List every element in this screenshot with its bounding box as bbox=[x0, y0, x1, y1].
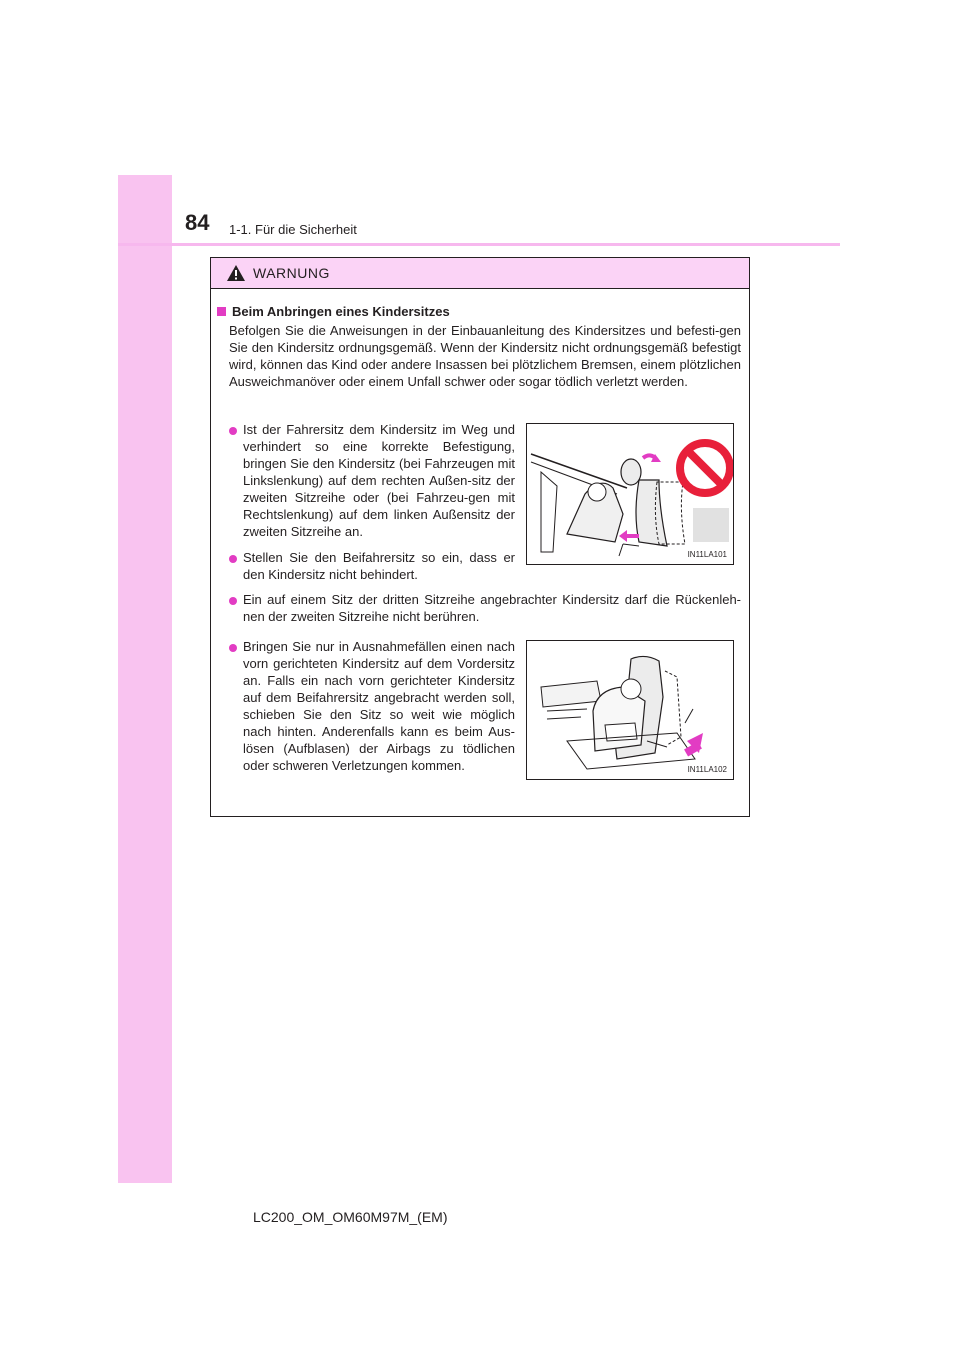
page-number: 84 bbox=[185, 210, 210, 235]
side-tab-strip bbox=[118, 175, 172, 1183]
bullet-text-4: Bringen Sie nur in Ausnahmefällen einen nach vorn gerichteten Kindersitz auf dem Vordersitz an. Falls ein nach vorn gerichteter Kindersitz auf dem Beifahrersitz angebracht werden soll, schieben Sie den Sitz so weit wie möglich nach hinten. Anderenfalls kann es beim Aus-lösen (Aufblasen) der Airbags zu tödlichen oder schweren Verletzungen kommen. bbox=[243, 639, 515, 773]
square-bullet-icon bbox=[217, 307, 226, 316]
seat-illustration-2 bbox=[527, 641, 733, 779]
bullet-dot-icon bbox=[229, 427, 237, 435]
warning-paragraph: Befolgen Sie die Anweisungen in der Einbauanleitung des Kindersitzes und befesti-gen Sie den Kindersitz ordnungsgemäß. Wenn der Kindersitz nicht ordnungsgemäß befestigt wird, können das Kind oder andere Insassen bei plötzlichem Bremsen, einem plötzlichen Ausweichmanöver oder einem Unfall schwer oder sogar tödlich verletzt werden. bbox=[229, 323, 741, 389]
bullet-text-3: Ein auf einem Sitz der dritten Sitzreihe angebrachter Kindersitz darf die Rückenleh-nen der zweiten Sitzreihe nicht berühren. bbox=[243, 592, 741, 624]
figure-rear-facing-seat bbox=[526, 423, 734, 565]
figure-forward-facing-seat bbox=[526, 640, 734, 780]
bullet-dot-icon bbox=[229, 555, 237, 563]
warning-triangle-icon bbox=[226, 264, 246, 282]
bullet-dot-icon bbox=[229, 644, 237, 652]
header-rule bbox=[118, 243, 840, 246]
warning-heading: Beim Anbringen eines Kindersitzes bbox=[217, 303, 450, 320]
warning-title: WARNUNG bbox=[253, 265, 330, 281]
bullet-text-1: Ist der Fahrersitz dem Kindersitz im Weg und verhindert so eine korrekte Befestigung, bringen Sie den Kindersitz (bei Fahrzeugen mit Linkslenkung) auf dem rechten Außen-sitz der zweiten Sitzreihe oder (bei Fahrzeu-gen mit Rechtslenkung) auf dem linken Außensitz der zweiten Sitzreihe an. bbox=[243, 422, 515, 539]
footer-doc-id: LC200_OM_OM60M97M_(EM) bbox=[253, 1209, 448, 1225]
figure-code: IN11LA101 bbox=[687, 550, 727, 559]
figure-code: IN11LA102 bbox=[687, 765, 727, 774]
seat-illustration-1 bbox=[527, 424, 733, 564]
section-title: 1-1. Für die Sicherheit bbox=[229, 222, 357, 237]
warning-header bbox=[211, 258, 749, 289]
bullet-text-2: Stellen Sie den Beifahrersitz so ein, dass er den Kindersitz nicht behindert. bbox=[243, 550, 515, 582]
bullet-dot-icon bbox=[229, 597, 237, 605]
